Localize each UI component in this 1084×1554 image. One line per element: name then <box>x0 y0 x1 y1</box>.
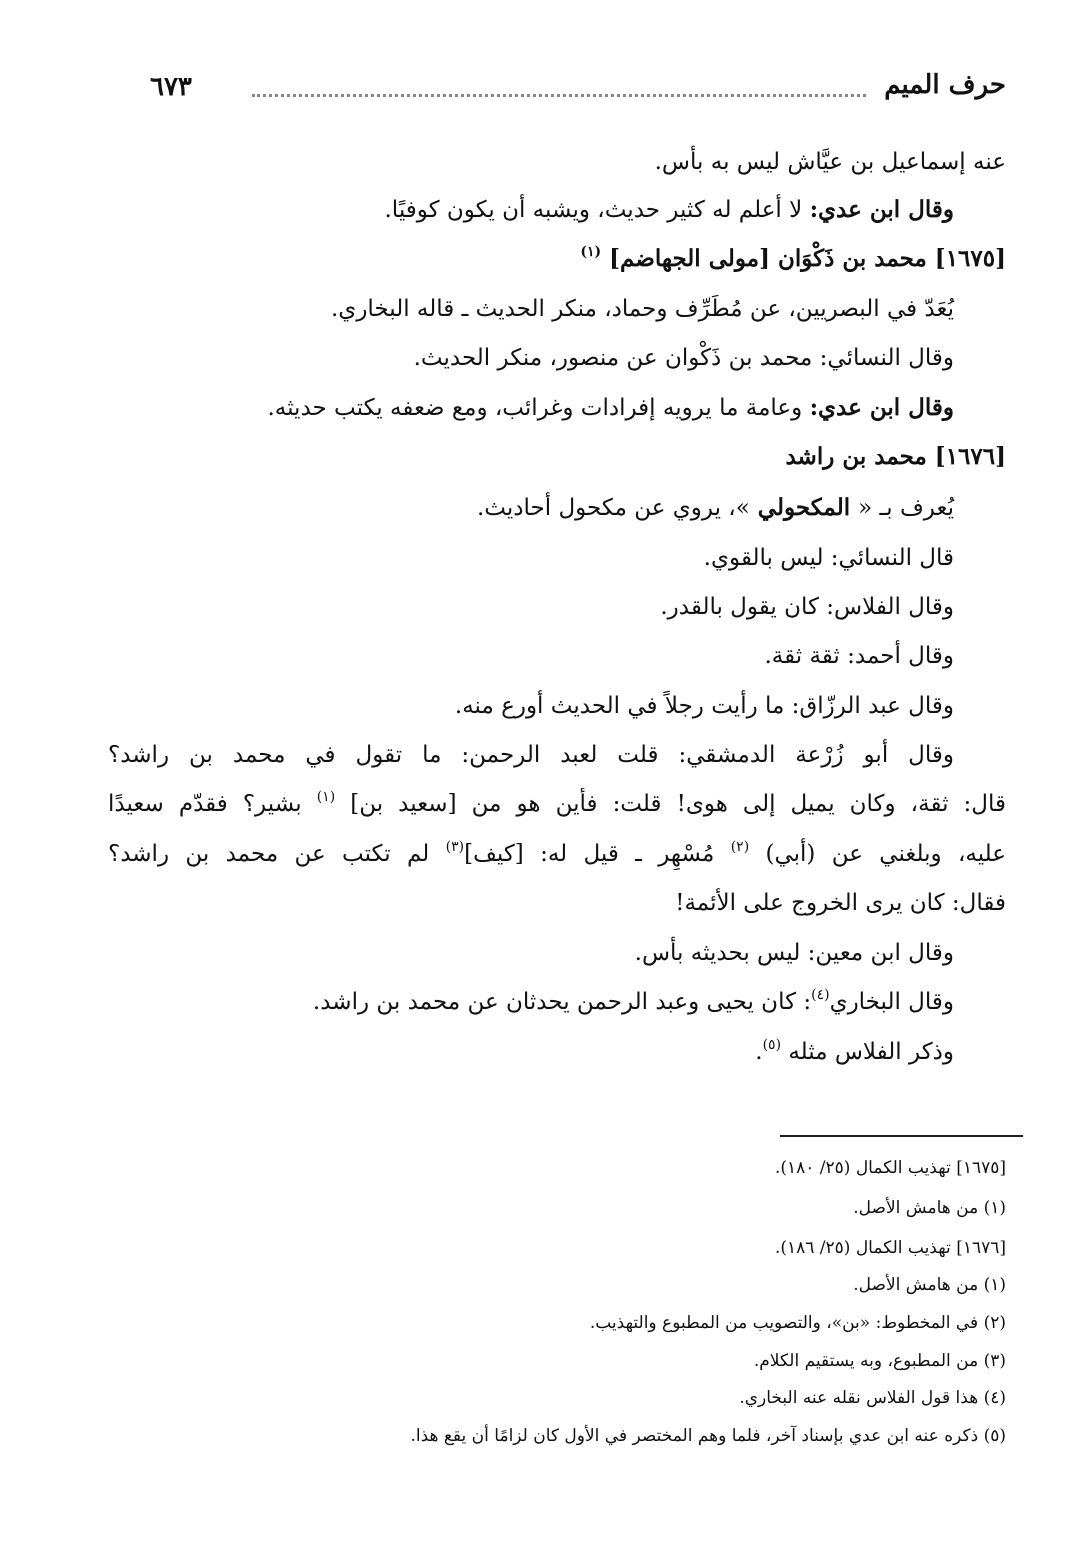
text-part: مُسْهِر ـ قيل له: [كيف] <box>464 841 731 867</box>
footnote-ref: (٥) <box>762 1037 782 1053</box>
footnote-ref: (١) <box>580 244 602 260</box>
body-line-9: قال النسائي: ليس بالقوي. <box>703 545 954 571</box>
body-line-18 <box>313 986 954 1018</box>
body-line-1: عنه إسماعيل بن عيَّاش ليس به بأس. <box>654 149 1006 175</box>
text-part: وذكر الفلاس مثله <box>788 1039 954 1065</box>
page-number: ٦٧٣ <box>150 72 192 102</box>
text-part: : كان يحيى وعبد الرحمن يحدثان عن محمد بن راشد. <box>312 989 812 1015</box>
footnote-2: (١) من هامش الأصل. <box>853 1198 1006 1218</box>
body-line-13: وقال أبو زُرْعة الدمشقي: قلت لعبد الرحمن: ما تقول في محمد بن راشد؟ <box>108 742 954 768</box>
body-line-10: وقال الفلاس: كان يقول بالقدر. <box>660 594 954 620</box>
body-line-8 <box>477 492 954 524</box>
footnote-8: (٥) ذكره عنه ابن عدي بإسناد آخر، فلما وهم المختصر في الأول كان لزامًا أن يقع هذا. <box>410 1426 1006 1446</box>
body-line-6 <box>267 392 954 424</box>
footnote-ref: (٣) <box>445 839 465 855</box>
footnote-separator <box>780 1135 1023 1137</box>
body-line-5: وقال النسائي: محمد بن ذَكْوان عن منصور، منكر الحديث. <box>413 345 954 371</box>
running-header-title: حرف الميم <box>884 70 1006 100</box>
body-line-4: يُعَدّ في البصريين، عن مُطَرِّف وحماد، منكر الحديث ـ قاله البخاري. <box>331 296 954 322</box>
quote-text: وعامة ما يرويه إفرادات وغرائب، ومع ضعفه يكتب حديثه. <box>267 395 810 421</box>
speaker-label: وقال ابن عدي: <box>809 196 954 223</box>
body-line-15 <box>108 838 1006 870</box>
quote-text: لا أعلم له كثير حديث، ويشبه أن يكون كوفيًا. <box>384 197 810 223</box>
footnote-3: [١٦٧٦] تهذيب الكمال (٢٥/ ١٨٦). <box>774 1238 1006 1258</box>
footnote-6: (٣) من المطبوع، وبه يستقيم الكلام. <box>753 1351 1006 1371</box>
body-line-11: وقال أحمد: ثقة ثقة. <box>764 643 954 669</box>
speaker-label: وقال ابن عدي: <box>809 394 954 421</box>
footnote-ref: (١) <box>316 789 336 805</box>
entry-heading-1675 <box>580 243 1006 275</box>
footnote-1: [١٦٧٥] تهذيب الكمال (٢٥/ ١٨٠). <box>774 1158 1006 1178</box>
footnote-ref: (٢) <box>730 839 750 855</box>
quote-open: يُعرف بـ « <box>858 495 954 521</box>
body-line-17: وقال ابن معين: ليس بحديثه بأس. <box>634 940 954 966</box>
entry-heading-1676: [١٦٧٦] محمد بن راشد <box>785 443 1006 470</box>
body-line-19 <box>755 1036 954 1068</box>
text-part: قال: ثقة، وكان يميل إلى هوى! قلت: فأين هو من [سعيد بن] <box>350 791 1006 817</box>
text-part: لم تكتب عن محمد بن راشد؟ <box>108 841 446 867</box>
body-line-2 <box>385 194 955 226</box>
body-line-14 <box>108 788 1006 820</box>
text-part: . <box>755 1039 763 1065</box>
footnote-7: (٤) هذا قول الفلاس نقله عنه البخاري. <box>739 1388 1006 1408</box>
text-part: عليه، وبلغني عن (أبي) <box>765 841 1006 867</box>
body-line-16: فقال: كان يرى الخروج على الأئمة! <box>675 890 1006 916</box>
nickname: المكحولي <box>749 494 859 521</box>
footnote-4: (١) من هامش الأصل. <box>853 1275 1006 1295</box>
text-part: وقال البخاري <box>829 989 954 1015</box>
footnote-ref: (٤) <box>811 987 830 1003</box>
header-dotted-rule <box>252 94 866 97</box>
quote-rest: »، يروي عن مكحول أحاديث. <box>477 495 750 521</box>
body-line-12: وقال عبد الرزّاق: ما رأيت رجلاً في الحديث أورع منه. <box>454 693 954 719</box>
entry-title: [١٦٧٥] محمد بن ذَكْوَان [مولى الجهاضم] <box>609 245 1006 272</box>
text-part: بشير؟ فقدّم سعيدًا <box>108 791 317 817</box>
footnote-5: (٢) في المخطوط: «بن»، والتصويب من المطبوع والتهذيب. <box>589 1313 1006 1333</box>
